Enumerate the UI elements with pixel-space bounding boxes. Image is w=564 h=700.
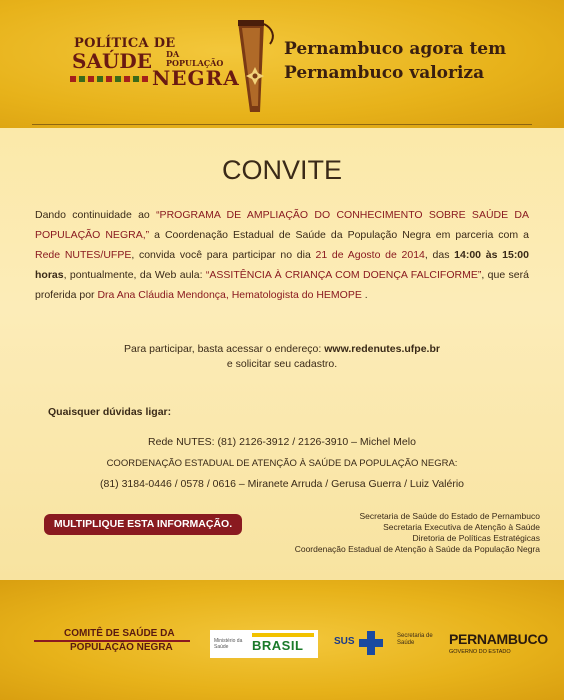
governo-label: GOVERNO DO ESTADO [449, 649, 511, 655]
drum-icon [232, 18, 280, 118]
politica-saude-logo [66, 30, 240, 90]
para-text-1: Dando continuidade ao [35, 209, 157, 221]
access-text-2: e solicitar seu cadastro. [226, 358, 338, 370]
slogan-line2: Pernambuco valoriza [284, 63, 485, 83]
para-text-7: . [361, 289, 368, 301]
brasil-label: BRASIL [252, 638, 304, 653]
logo-line1: POLÍTICA DE [74, 36, 176, 51]
para-text-2: a Coordenação Estadual de Saúde da População Negra em parceria com a [149, 229, 529, 241]
logo-da-populacao: DA POPULAÇÃO [166, 49, 224, 68]
sus-label: SUS [334, 636, 355, 647]
credit-line: Coordenação Estadual de Atenção à Saúde da População Negra [294, 544, 540, 554]
para-text-4: , das [424, 249, 455, 261]
event-time: 14:00 às 15:00 horas [35, 249, 529, 281]
comite-line2: POPULAÇÃO NEGRA [70, 642, 173, 653]
logo-negra: NEGRA [152, 66, 240, 90]
invitation-paragraph [35, 205, 529, 305]
logo-pattern [70, 76, 148, 82]
program-name: “PROGRAMA DE AMPLIAÇÃO DO CONHECIMENTO SOBRE SAÚDE DA POPULAÇÃO NEGRA,” [35, 209, 529, 241]
slogan-line1: Pernambuco agora tem [284, 39, 507, 59]
credit-line: Secretaria de Saúde do Estado de Pernambuco [359, 511, 540, 521]
para-text-3: , convida você para participar no dia [131, 249, 316, 261]
ministerio-label: Ministério da Saúde [214, 638, 243, 650]
pernambuco-logo: PERNAMBUCO [449, 631, 548, 647]
contact-coordination-heading: COORDENAÇÃO ESTADUAL DE ATENÇÃO À SAÚDE DA POPULAÇÃO NEGRA: [106, 458, 458, 469]
header-banner [0, 0, 564, 128]
rede-nutes: Rede NUTES/UFPE [35, 249, 132, 261]
logo-saude: SAÚDE [72, 49, 152, 73]
header-divider [32, 124, 532, 125]
contacts-block [0, 432, 564, 495]
credits-block [240, 511, 540, 555]
para-text-6: , que será proferida por [35, 269, 529, 301]
sus-cross-icon [359, 631, 383, 655]
credit-line: Diretoria de Políticas Estratégicas [412, 533, 540, 543]
questions-heading: Quaisquer dúvidas ligar: [48, 406, 172, 418]
brasil-logo [210, 630, 318, 658]
comite-line1: COMITÊ DE SAÚDE DA [64, 628, 175, 639]
access-info [0, 342, 564, 372]
credit-line: Secretaria Executiva de Atenção à Saúde [383, 522, 540, 532]
para-text-5: , pontualmente, da Web aula: [63, 269, 206, 281]
slogan [284, 37, 506, 85]
contact-coordination-phones: (81) 3184-0446 / 0578 / 0616 – Miranete Arruda / Gerusa Guerra / Luiz Valério [99, 478, 465, 490]
comite-logo [34, 628, 194, 658]
page-title: CONVITE [221, 155, 342, 185]
contact-rede-nutes: Rede NUTES: (81) 2126-3912 / 2126-3910 – Michel Melo [148, 436, 416, 448]
speaker: Dra Ana Cláudia Mendonça, Hematologista do HEMOPE [97, 289, 362, 301]
class-title: “ASSITÊNCIA À CRIANÇA COM DOENÇA FALCIFORME” [205, 269, 482, 281]
secretaria-label: Secretaria de Saúde [397, 633, 433, 646]
access-text: Para participar, basta acessar o endereço: [124, 343, 325, 355]
brasil-stripe [252, 633, 314, 637]
access-url-link[interactable]: www.redenutes.ufpe.br [324, 343, 440, 355]
multiplique-badge: MULTIPLIQUE ESTA INFORMAÇÃO. [44, 514, 242, 535]
event-date: 21 de Agosto de 2014 [315, 249, 425, 261]
